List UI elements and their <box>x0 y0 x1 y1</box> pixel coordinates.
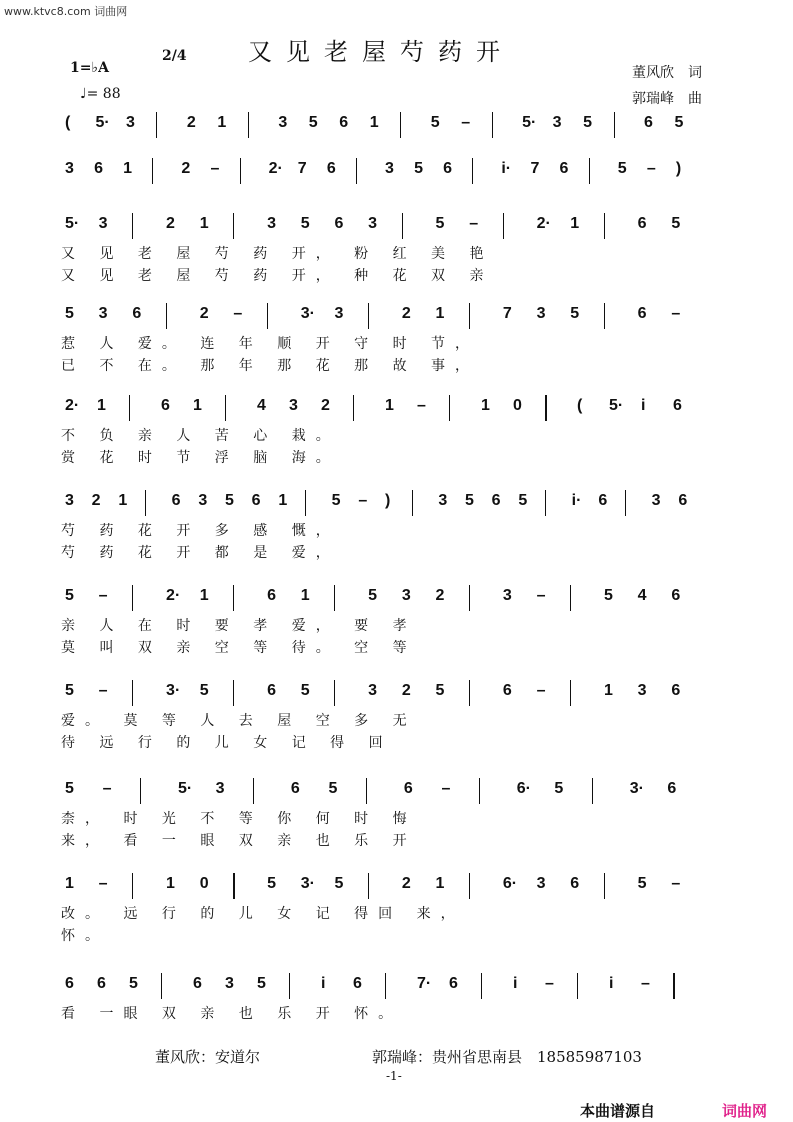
note: – <box>641 975 650 992</box>
bar-line <box>400 112 401 138</box>
note: 5 <box>554 780 564 797</box>
site-header: www.ktvc8.com 词曲网 <box>4 5 128 18</box>
time-signature: 2/4 <box>162 48 187 64</box>
lyric-verse-1: 芍 药 花 开 多 感 慨， <box>61 523 340 539</box>
note: 6 <box>671 682 681 699</box>
bar-line <box>152 158 153 184</box>
bar-line <box>545 490 546 516</box>
note: i <box>641 397 646 414</box>
note: 3 <box>289 397 298 414</box>
note: – <box>98 587 108 604</box>
score-line <box>55 585 735 656</box>
note: 5 <box>334 875 344 892</box>
bar-line <box>156 112 157 138</box>
note: 3 <box>267 215 276 232</box>
note: 5 <box>225 492 234 509</box>
note: 6 <box>443 160 453 177</box>
note: 6· <box>502 875 518 892</box>
note: 6 <box>598 492 608 509</box>
note: 5 <box>65 305 74 322</box>
bar-line <box>604 873 605 899</box>
composer: 郭瑞峰 曲 <box>632 91 702 107</box>
note: 6 <box>644 114 653 131</box>
note: ( <box>577 397 583 414</box>
score-line <box>55 973 735 1023</box>
note: 5 <box>414 160 423 177</box>
note: i <box>321 975 326 992</box>
note: 3 <box>125 114 135 131</box>
score-line <box>55 778 735 849</box>
score-line <box>55 680 735 751</box>
note: 1 <box>435 875 445 892</box>
note: 3 <box>98 305 108 322</box>
note: 6 <box>449 975 458 992</box>
bar-line <box>356 158 357 184</box>
note: 2 <box>435 587 445 604</box>
note: i <box>609 975 614 992</box>
bar-line <box>233 873 235 899</box>
bar-line <box>225 395 226 421</box>
note: 1 <box>123 160 133 177</box>
bar-line <box>248 112 249 138</box>
note: 1 <box>199 587 209 604</box>
bar-line <box>145 490 146 516</box>
note: 5 <box>617 160 627 177</box>
note: 5 <box>199 682 209 699</box>
note: 3 <box>502 587 512 604</box>
note: 5· <box>95 114 110 131</box>
note: 2 <box>199 305 209 322</box>
note: 6 <box>267 587 276 604</box>
note: – <box>98 875 108 892</box>
lyric-verse-1: 柰， 时 光 不 等 你 何 时 悔 <box>61 811 417 827</box>
note: 2· <box>166 587 181 604</box>
note: 5 <box>65 587 74 604</box>
note: 5 <box>583 114 592 131</box>
note: 5 <box>674 114 684 131</box>
note: 2 <box>401 305 411 322</box>
bar-line <box>402 213 403 239</box>
note: – <box>441 780 451 797</box>
bar-line <box>673 973 675 999</box>
bar-line <box>469 873 470 899</box>
note: 6 <box>673 397 682 414</box>
note: 3 <box>536 875 546 892</box>
note: 1 <box>369 114 379 131</box>
bar-line <box>132 213 133 239</box>
note: 5· <box>522 114 537 131</box>
note: 3 <box>368 215 378 232</box>
note: 7 <box>530 160 540 177</box>
note: i· <box>501 160 512 177</box>
bar-line <box>253 778 254 804</box>
lyric-verse-2: 芍 药 花 开 都 是 爱， <box>61 545 340 561</box>
note: 0 <box>513 397 522 414</box>
note: 2· <box>268 160 283 177</box>
note: 1 <box>385 397 394 414</box>
note: 5 <box>671 215 681 232</box>
score-line <box>55 395 735 466</box>
lyric-verse-1: 亲 人 在 时 要 孝 爱， 要 孝 <box>61 618 417 634</box>
note: 1 <box>199 215 209 232</box>
lyric-verse-1: 不 负 亲 人 苦 心 栽。 <box>61 428 340 444</box>
bar-line <box>449 395 450 421</box>
bar-line <box>233 213 234 239</box>
brand-logo: 词曲网 <box>722 1102 768 1120</box>
note: – <box>358 492 368 509</box>
note: 6 <box>334 215 344 232</box>
note: 5· <box>65 215 80 232</box>
bar-line <box>233 585 234 611</box>
bar-line <box>570 585 571 611</box>
note: 3· <box>166 682 181 699</box>
note: – <box>671 875 681 892</box>
note: 5 <box>637 875 647 892</box>
bar-line <box>481 973 482 999</box>
note: 1 <box>65 875 74 892</box>
bar-line <box>368 873 369 899</box>
note: 6 <box>671 587 681 604</box>
note: 5 <box>129 975 138 992</box>
note: i· <box>571 492 582 509</box>
note: 6 <box>353 975 362 992</box>
note: 5 <box>328 780 338 797</box>
note: 5 <box>267 875 276 892</box>
note: 6 <box>570 875 580 892</box>
note: 3 <box>552 114 562 131</box>
note: 5 <box>308 114 318 131</box>
note: i <box>513 975 518 992</box>
bar-line <box>625 490 626 516</box>
bar-line <box>385 973 386 999</box>
note: 2 <box>166 215 175 232</box>
bar-line <box>132 680 133 706</box>
note: 3 <box>438 492 448 509</box>
note: 6 <box>290 780 300 797</box>
note: 6 <box>97 975 106 992</box>
note: 6 <box>637 215 647 232</box>
lyric-verse-2: 怀。 <box>61 928 109 944</box>
note: 6 <box>667 780 677 797</box>
note: 5 <box>257 975 266 992</box>
bar-line <box>604 213 605 239</box>
bar-line <box>132 585 133 611</box>
note: 5 <box>570 305 580 322</box>
note: 6 <box>65 975 74 992</box>
bar-line <box>161 973 162 999</box>
lyric-verse-2: 赏 花 时 节 浮 脑 海。 <box>61 450 340 466</box>
bar-line <box>545 395 547 421</box>
note: 1 <box>193 397 202 414</box>
note: 6 <box>637 305 647 322</box>
lyric-verse-2: 莫 叫 双 亲 空 等 待。 空 等 <box>61 640 417 656</box>
note: – <box>102 780 112 797</box>
note: ) <box>385 492 391 509</box>
bar-line <box>604 303 605 329</box>
note: – <box>417 397 426 414</box>
bar-line <box>334 680 335 706</box>
note: 1 <box>435 305 445 322</box>
note: 3 <box>215 780 225 797</box>
note: 1 <box>300 587 310 604</box>
note: 7 <box>297 160 307 177</box>
note: 2· <box>536 215 551 232</box>
note: 3 <box>385 160 394 177</box>
note: 6 <box>267 682 276 699</box>
lyric-verse-1: 看 一眼 双 亲 也 乐 开 怀。 <box>61 1006 403 1022</box>
bar-line <box>366 778 367 804</box>
note: 1 <box>217 114 227 131</box>
note: 2 <box>91 492 101 509</box>
note: 2 <box>401 875 411 892</box>
note: – <box>545 975 554 992</box>
bar-line <box>492 112 493 138</box>
note: 3 <box>637 682 647 699</box>
source-note: 本曲谱源自 <box>580 1102 656 1120</box>
bar-line <box>469 585 470 611</box>
song-title: 又见老屋芍药开 <box>248 38 514 66</box>
note: – <box>469 215 479 232</box>
note: 3 <box>65 160 74 177</box>
bar-line <box>472 158 473 184</box>
bar-line <box>129 395 130 421</box>
note: 2 <box>186 114 196 131</box>
note: 5 <box>430 114 440 131</box>
lyric-verse-2: 又 见 老 屋 芍 药 开， 种 花 双 亲 <box>61 268 494 284</box>
note: 2· <box>65 397 80 414</box>
note: 5 <box>465 492 474 509</box>
score-line <box>55 490 735 561</box>
note: – <box>461 114 471 131</box>
note: – <box>646 160 656 177</box>
note: 1 <box>278 492 288 509</box>
note: 5· <box>177 780 193 797</box>
note: 6 <box>161 397 170 414</box>
lyric-verse-1: 又 见 老 屋 芍 药 开， 粉 红 美 艳 <box>61 246 494 262</box>
note: 5 <box>435 682 445 699</box>
score-line <box>55 112 735 162</box>
note: 1 <box>97 397 106 414</box>
bar-line <box>412 490 413 516</box>
bar-line <box>570 680 571 706</box>
note: 1 <box>570 215 580 232</box>
note: 3· <box>629 780 644 797</box>
lyricist: 董风欣 词 <box>632 65 702 81</box>
note: – <box>98 682 108 699</box>
score-line <box>55 873 735 944</box>
lyric-verse-1: 爱。 莫 等 人 去 屋 空 多 无 <box>61 713 417 729</box>
bar-line <box>132 873 133 899</box>
note: 6 <box>171 492 181 509</box>
note: 6· <box>516 780 531 797</box>
note: 5 <box>65 780 74 797</box>
bar-line <box>305 490 306 516</box>
note: 3 <box>198 492 208 509</box>
bar-line <box>614 112 615 138</box>
note: ) <box>675 160 682 177</box>
bar-line <box>353 395 354 421</box>
note: 4 <box>257 397 266 414</box>
note: 3 <box>278 114 288 131</box>
note: 6 <box>403 780 413 797</box>
note: 3 <box>65 492 74 509</box>
lyric-verse-2: 待 远 行 的 儿 女 记 得 回 <box>61 735 393 751</box>
bar-line <box>577 973 578 999</box>
key-signature: 1=♭A <box>70 60 109 76</box>
note: 5 <box>300 682 310 699</box>
note: 6 <box>326 160 336 177</box>
note: 5 <box>368 587 378 604</box>
note: 6 <box>132 305 142 322</box>
note: 3 <box>368 682 378 699</box>
bar-line <box>233 680 234 706</box>
bar-line <box>589 158 590 184</box>
bar-line <box>166 303 167 329</box>
note: 6 <box>193 975 202 992</box>
score-line <box>55 303 735 374</box>
note: 1 <box>166 875 175 892</box>
note: 2 <box>181 160 191 177</box>
note: 5 <box>300 215 310 232</box>
lyric-verse-1: 惹 人 爱。 连 年 顺 开 守 时 节， <box>61 336 480 352</box>
note: 6 <box>502 682 512 699</box>
note: 3· <box>300 875 316 892</box>
note: 5· <box>609 397 624 414</box>
note: 5 <box>518 492 528 509</box>
note: – <box>233 305 243 322</box>
note: 2 <box>321 397 330 414</box>
bar-line <box>503 213 504 239</box>
note: 6 <box>559 160 569 177</box>
note: 6 <box>491 492 501 509</box>
bar-line <box>368 303 369 329</box>
note: 6 <box>678 492 688 509</box>
footer-author2: 郭瑞峰：贵州省思南县 18585987103 <box>372 1048 642 1066</box>
bar-line <box>289 973 290 999</box>
bar-line <box>267 303 268 329</box>
bar-line <box>469 303 470 329</box>
bar-line <box>469 680 470 706</box>
note: 0 <box>199 875 209 892</box>
lyric-verse-2: 已 不 在。 那 年 那 花 那 故 事， <box>61 358 480 374</box>
lyric-verse-2: 来， 看 一 眼 双 亲 也 乐 开 <box>61 833 417 849</box>
lyric-verse-1: 改。 远 行 的 儿 女 记 得回 来， <box>61 906 465 922</box>
note: 1 <box>481 397 490 414</box>
note: 5 <box>603 587 613 604</box>
note: – <box>671 305 681 322</box>
bar-line <box>592 778 593 804</box>
note: 3 <box>225 975 234 992</box>
note: 1 <box>603 682 613 699</box>
note: 4 <box>637 587 647 604</box>
note: ( <box>65 114 71 131</box>
note: – <box>536 587 546 604</box>
note: – <box>210 160 220 177</box>
note: 2 <box>401 682 411 699</box>
bar-line <box>140 778 141 804</box>
note: 6 <box>94 160 103 177</box>
note: 6 <box>339 114 349 131</box>
bar-line <box>240 158 241 184</box>
note: 1 <box>118 492 128 509</box>
note: 3 <box>401 587 411 604</box>
bar-line <box>334 585 335 611</box>
footer-author1: 董风欣：安道尔 <box>155 1048 261 1066</box>
note: 3 <box>651 492 661 509</box>
note: 7 <box>502 305 512 322</box>
note: 6 <box>251 492 261 509</box>
score-line <box>55 158 735 208</box>
note: – <box>536 682 546 699</box>
note: 3· <box>300 305 316 322</box>
note: 3 <box>536 305 546 322</box>
note: 5 <box>331 492 341 509</box>
score-line <box>55 213 735 284</box>
note: 3 <box>98 215 108 232</box>
note: 5 <box>435 215 445 232</box>
note: 3 <box>334 305 344 322</box>
note: 7· <box>417 975 432 992</box>
page-number: -1- <box>386 1069 402 1083</box>
note: 5 <box>65 682 74 699</box>
tempo-marking: ♩= 88 <box>80 86 121 102</box>
bar-line <box>479 778 480 804</box>
